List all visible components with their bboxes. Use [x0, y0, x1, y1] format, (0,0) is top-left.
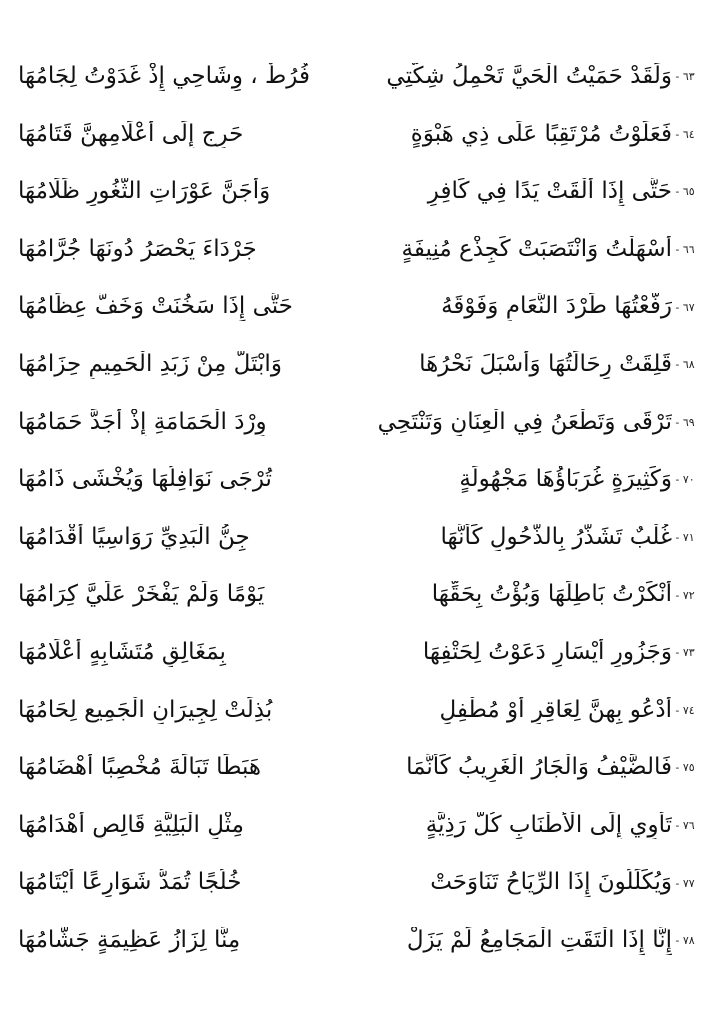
verse-row — [18, 854, 698, 912]
verse-row — [18, 451, 698, 509]
verse-row — [18, 797, 698, 855]
verse-row — [18, 912, 698, 970]
second-hemistich: بُذِلَتْ لِجِيرَانِ الْجَمِيعِ لِحَامُهَا — [18, 696, 273, 723]
verse-number: ٦٦ - — [675, 243, 695, 257]
second-hemistich: حَتَّى إِذَا سَخُنَتْ وَخَفَّ عِظَامُهَا — [18, 293, 293, 320]
verse-row — [18, 163, 698, 221]
first-hemistich: وَلَقَدْ حَمَيْتُ الْحَيَّ تَحْمِلُ شِكَّتِي — [386, 63, 672, 89]
verse-number: ٧٥ - — [675, 761, 695, 775]
verse-number: ٧٦ - — [675, 819, 695, 833]
verse-number: ٧٣ - — [675, 646, 695, 660]
second-hemistich: هَبَطَا تَبَالَةَ مُخْصِبًا أَهْضَامُهَا — [18, 754, 262, 781]
verse-number: ٧٧ - — [675, 876, 695, 890]
verse-number: ٦٥ - — [675, 185, 695, 199]
verse-number: ٦٨ - — [675, 358, 695, 372]
second-hemistich: جِنُّ الْبَدِيِّ رَوَاسِيًا أَقْدَامُهَا — [18, 523, 250, 550]
first-hemistich: تَأْوِي إِلَى الْأَطْنَابِ كُلُّ رَذِيَّةٍ — [425, 811, 672, 838]
first-hemistich: أَدْعُو بِهِنَّ لِعَاقِرٍ أَوْ مُطْفِلٍ — [439, 696, 672, 723]
first-hemistich: أَسْهَلْتُ وَانْتَصَبَتْ كَجِذْعِ مُنِيفَةٍ — [401, 235, 672, 262]
second-hemistich: جَرْدَاءَ يَحْصَرُ دُونَهَا جُرَّامُهَا — [18, 235, 257, 262]
second-hemistich: وَابْتَلَّ مِنْ زَبَدِ الْحَمِيمِ حِزَامُهَا — [18, 350, 282, 377]
verse-row — [18, 509, 698, 567]
second-hemistich: مِثْلِ الْبَلِيَّةِ قَالِصٍ أَهْدَامُهَا — [18, 811, 244, 838]
verse-row — [18, 739, 698, 797]
verse-number: ٧٠ - — [675, 473, 695, 487]
verse-row — [18, 221, 698, 279]
verse-number: ٧٤ - — [675, 703, 695, 717]
verse-row — [18, 48, 698, 106]
second-hemistich: فُرُطٌ ، وِشَاحِي إِذْ غَدَوْتُ لِجَامُهَا — [18, 63, 310, 89]
second-hemistich: بِمَغَالِقٍ مُتَشَابِهٍ أَعْلَامُهَا — [18, 638, 226, 665]
first-hemistich: غُلْبٌ تَشَذَّرُ بِالذُّحُولِ كَأَنَّهَا — [440, 523, 672, 550]
verse-number: ٧٢ - — [675, 588, 695, 602]
first-hemistich: قَلِقَتْ رِحَالَتُهَا وَأَسْبَلَ نَحْرُهَا — [419, 350, 672, 377]
first-hemistich: وَجَزُورِ أَيْسَارٍ دَعَوْتُ لِحَتْفِهَا — [422, 638, 672, 665]
second-hemistich: وِرْدَ الْحَمَامَةِ إِذْ أَجَدَّ حَمَامُهَا — [18, 408, 267, 435]
first-hemistich: رَفَّعْتُهَا طَرْدَ النَّعَامِ وَفَوْقَهُ — [441, 293, 672, 320]
verse-number: ٦٣ - — [675, 70, 695, 84]
verse-number: ٦٩ - — [675, 415, 695, 429]
first-hemistich: تَرْقَى وَتَطْعَنُ فِي الْعِنَانِ وَتَنْتَحِي — [377, 408, 672, 435]
second-hemistich: وَأَجَنَّ عَوْرَاتِ الثُّغُورِ ظَلَامُهَا — [18, 178, 271, 205]
second-hemistich: تُرْجَى نَوَافِلُهَا وَيُخْشَى ذَامُهَا — [18, 466, 272, 493]
second-hemistich: يَوْمًا وَلَمْ يَفْخَرْ عَلَيَّ كِرَامُهَا — [18, 581, 265, 608]
verse-list — [18, 48, 698, 970]
verse-row — [18, 278, 698, 336]
second-hemistich: خُلُجًا تُمَدُّ شَوَارِعًا أَيْتَامُهَا — [18, 869, 242, 896]
verse-number: ٧١ - — [675, 531, 695, 545]
verse-row — [18, 336, 698, 394]
second-hemistich: حَرِجٍ إِلَى أَعْلَامِهِنَّ قَتَامُهَا — [18, 120, 244, 147]
first-hemistich: وَكَثِيرَةٍ غُرَبَاؤُهَا مَجْهُولَةٍ — [459, 466, 672, 493]
verse-number: ٧٨ - — [675, 934, 695, 948]
verse-row — [18, 566, 698, 624]
verse-number: ٦٤ - — [675, 127, 695, 141]
first-hemistich: أَنْكَرْتُ بَاطِلَهَا وَبُؤْتُ بِحَقِّهَا — [431, 581, 672, 608]
first-hemistich: فَعَلَوْتُ مُرْتَقِبًا عَلَى ذِي هَبْوَةٍ — [410, 120, 672, 147]
first-hemistich: حَتَّى إِذَا أَلْقَتْ يَدًا فِي كَافِرٍ — [427, 178, 672, 205]
verse-number: ٦٧ - — [675, 300, 695, 314]
first-hemistich: إِنَّا إِذَا الْتَقَتِ الْمَجَامِعُ لَمْ يَزَلْ — [406, 926, 672, 953]
verse-row — [18, 624, 698, 682]
first-hemistich: فَالضَّيْفُ وَالْجَارُ الْغَرِيبُ كَأَنَّمَا — [406, 754, 672, 781]
second-hemistich: مِنَّا لِزَازُ عَظِيمَةٍ جَشَّامُهَا — [18, 926, 241, 953]
first-hemistich: وَيُكَلِّلُونَ إِذَا الرِّيَاحُ تَنَاوَحَتْ — [430, 869, 672, 896]
verse-row — [18, 106, 698, 164]
verse-row — [18, 682, 698, 740]
verse-row — [18, 394, 698, 452]
